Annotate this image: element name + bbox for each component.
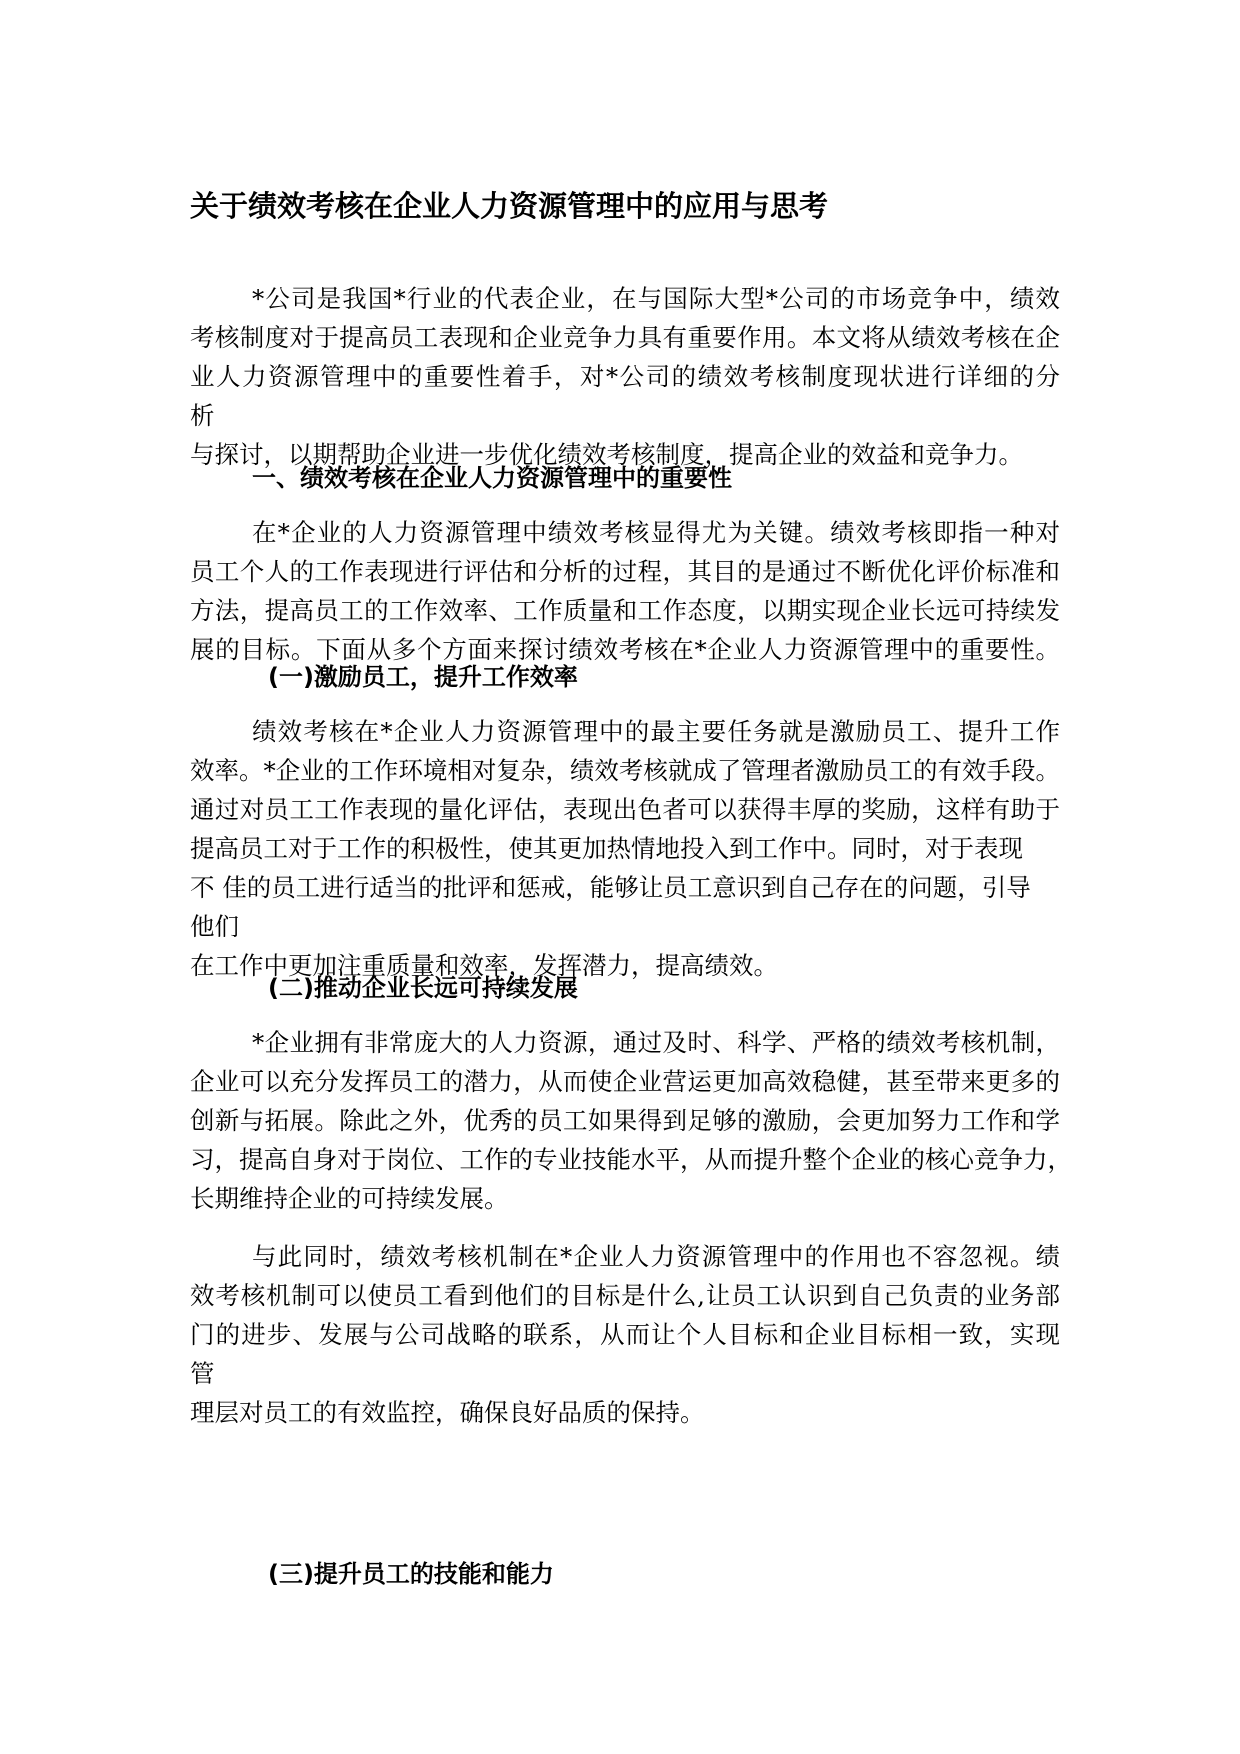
subsection-heading: (二)推动企业长远可持续发展 <box>268 974 578 1002</box>
paragraph-line: 通过对员工工作表现的量化评估，表现出色者可以获得丰厚的奖励，这样有助于 <box>190 795 1060 824</box>
paragraph-line: *企业拥有非常庞大的人力资源，通过及时、科学、严格的绩效考核机制， <box>252 1028 1060 1057</box>
paragraph-line: 企业可以充分发挥员工的潜力，从而使企业营运更加高效稳健，甚至带来更多的 <box>190 1067 1060 1096</box>
sub1-paragraph <box>190 712 1060 985</box>
paragraph-line: 效率。*企业的工作环境相对复杂，绩效考核就成了管理者激励员工的有效手段。 <box>190 756 1060 785</box>
paragraph-line: 习，提高自身对于岗位、工作的专业技能水平，从而提升整个企业的核心竞争力， <box>190 1145 1072 1174</box>
subsection-heading: (一)激励员工，提升工作效率 <box>268 663 578 691</box>
paragraph-line: 员工个人的工作表现进行评估和分析的过程，其目的是通过不断优化评价标准和 <box>190 557 1060 586</box>
paragraph-line: 方法，提高员工的工作效率、工作质量和工作态度，以期实现企业长远可持续发 <box>190 596 1060 625</box>
section1-paragraph <box>190 513 1060 669</box>
paragraph-line: 与此同时，绩效考核机制在*企业人力资源管理中的作用也不容忽视。绩 <box>252 1242 1060 1271</box>
paragraph-line: 创新与拓展。除此之外，优秀的员工如果得到足够的激励，会更加努力工作和学 <box>190 1106 1060 1135</box>
paragraph-line: 门的进步、发展与公司战略的联系，从而让个人目标和企业目标相一致，实现 <box>190 1320 1060 1349</box>
paragraph-line: 长期维持企业的可持续发展。 <box>190 1184 509 1213</box>
paragraph-line: 析 <box>190 401 215 430</box>
document-title: 关于绩效考核在企业人力资源管理中的应用与思考 <box>190 189 829 223</box>
paragraph-line: *公司是我国*行业的代表企业，在与国际大型*公司的市场竞争中，绩效 <box>252 284 1060 313</box>
intro-paragraph <box>190 279 1060 474</box>
sub2-paragraph-1 <box>190 1023 1072 1218</box>
paragraph-line: 展的目标。下面从多个方面来探讨绩效考核在*企业人力资源管理中的重要性。 <box>190 635 1060 664</box>
section-heading: 一、绩效考核在企业人力资源管理中的重要性 <box>252 464 732 492</box>
paragraph-line: 考核制度对于提高员工表现和企业竞争力具有重要作用。本文将从绩效考核在企 <box>190 323 1060 352</box>
paragraph-line: 在*企业的人力资源管理中绩效考核显得尤为关键。绩效考核即指一种对 <box>252 518 1060 547</box>
subsection-heading: (三)提升员工的技能和能力 <box>268 1560 554 1588</box>
sub2-paragraph-2 <box>190 1237 1060 1432</box>
paragraph-line: 业人力资源管理中的重要性着手，对*公司的绩效考核制度现状进行详细的分 <box>190 362 1060 391</box>
paragraph-line: 提高员工对于工作的积极性，使其更加热情地投入到工作中。同时，对于表现 <box>190 834 1023 863</box>
paragraph-line: 管 <box>190 1359 215 1388</box>
paragraph-line: 与探讨，以期帮助企业进一步优化绩效考核制度，提高企业的效益和竞争力。 <box>190 440 1023 469</box>
paragraph-line: 绩效考核在*企业人力资源管理中的最主要任务就是激励员工、提升工作 <box>252 717 1060 746</box>
paragraph-line: 理层对员工的有效监控，确保良好品质的保持。 <box>190 1398 705 1427</box>
paragraph-line: 在工作中更加注重质量和效率，发挥潜力，提高绩效。 <box>190 951 778 980</box>
paragraph-line: 效考核机制可以使员工看到他们的目标是什么,让员工认识到自己负责的业务部 <box>190 1281 1060 1310</box>
paragraph-line: 他们 <box>190 912 239 941</box>
paragraph-line: 不 佳的员工进行适当的批评和惩戒，能够让员工意识到自己存在的问题，引导 <box>190 873 1031 902</box>
